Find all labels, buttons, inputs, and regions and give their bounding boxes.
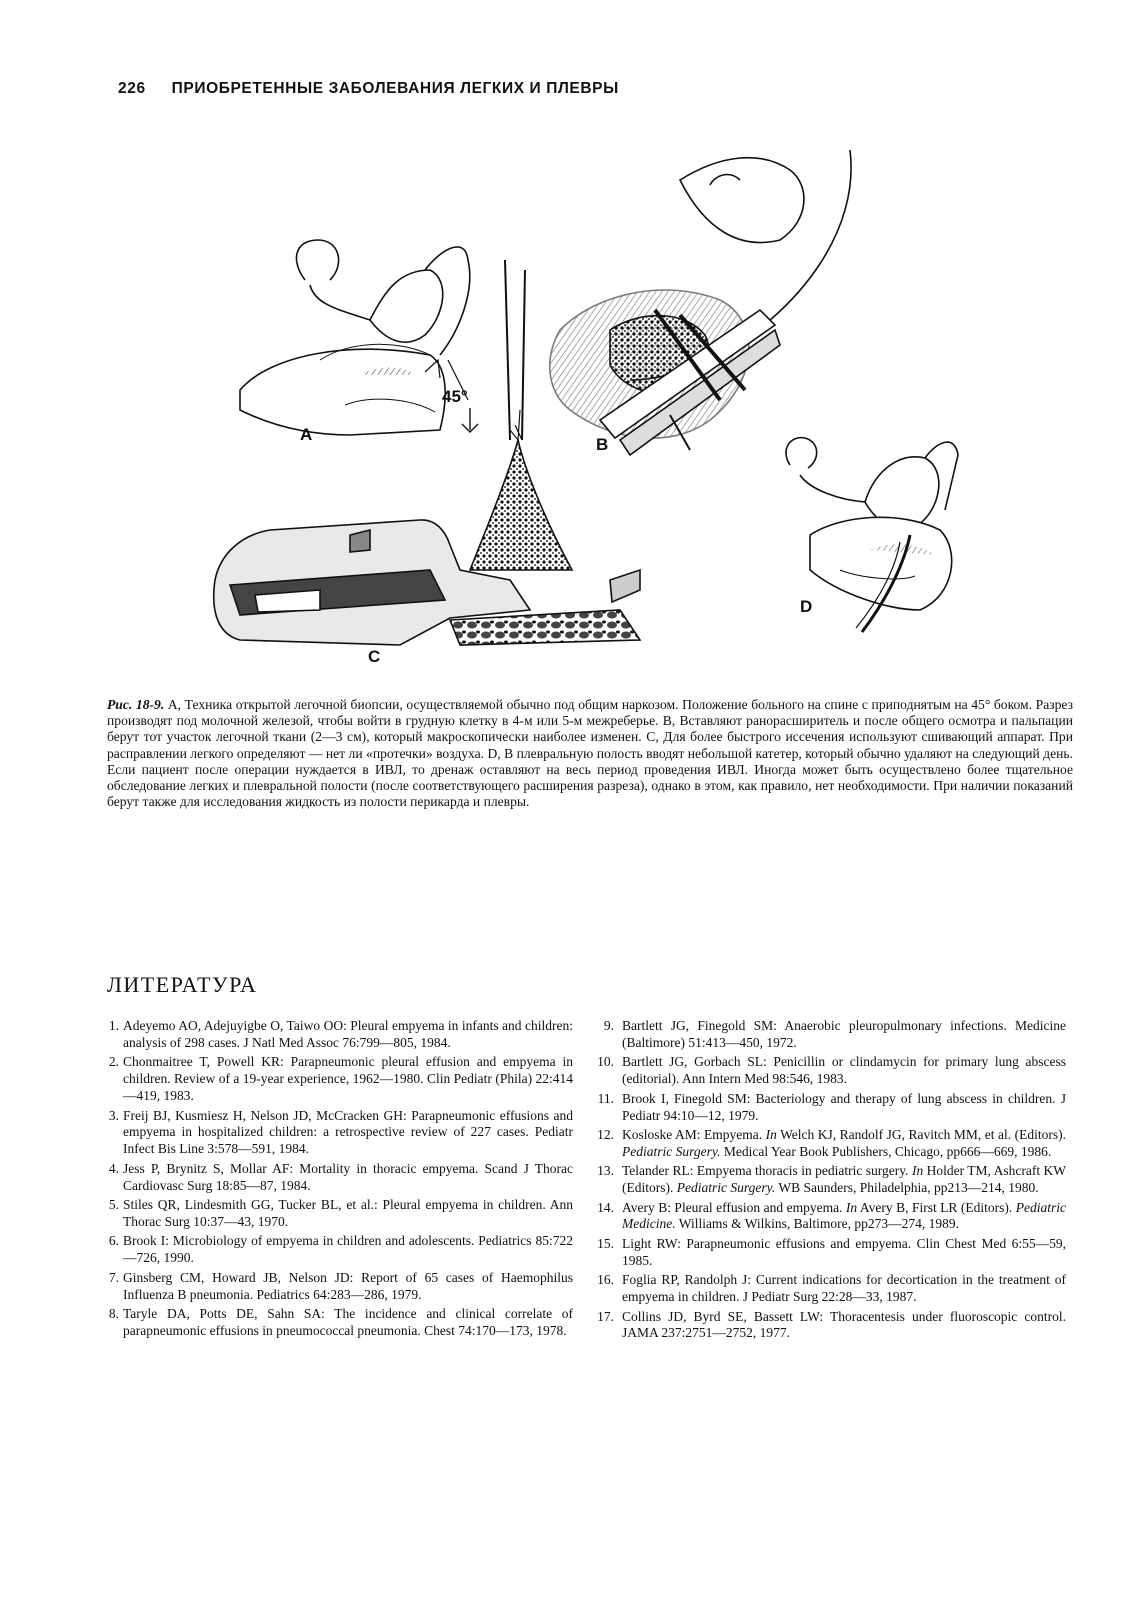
reference-item	[107, 1161, 573, 1195]
reference-text: Collins JD, Byrd SE, Bassett LW: Thoracentesis under fluoroscopic control. JAMA 237:2751—2752, 1977.	[622, 1308, 1066, 1341]
angle-label: 45°	[442, 387, 468, 406]
reference-book-title: Pediatric Surgery.	[676, 1180, 776, 1196]
reference-number: 11.	[597, 1090, 614, 1106]
reference-item	[590, 1163, 1066, 1197]
panel-b-illustration	[550, 150, 851, 455]
reference-number: 9.	[603, 1018, 614, 1033]
reference-text: Freij BJ, Kusmiesz H, Nelson JD, McCracken GH: Parapneumonic effusions and empyema in hospitalized children: a retrospective review of 227 cases. Pediatr Infect Bis Line 3:578—591, 1984.	[123, 1107, 573, 1157]
reference-text: Adeyemo AO, Adejuyigbe O, Taiwo OO: Pleural empyema in infants and children: analysis of 298 cases. J Natl Med Assoc 76:799—805, 1984.	[123, 1018, 573, 1050]
reference-item	[107, 1306, 573, 1340]
running-header	[118, 80, 619, 98]
reference-number: 5.	[108, 1197, 119, 1213]
reference-item	[590, 1054, 1066, 1088]
figure-18-9	[200, 140, 1080, 680]
reference-number: 4.	[108, 1160, 119, 1176]
reference-item	[107, 1233, 573, 1267]
reference-item	[107, 1018, 573, 1052]
reference-publisher: WB Saunders, Philadelphia, pp213—214, 1980.	[775, 1180, 1039, 1196]
reference-editors: Welch KJ, Randolf JG, Ravitch MM, et al. (Editors).	[776, 1126, 1066, 1142]
reference-item	[107, 1054, 573, 1105]
reference-text: Kosloske AM: Empyema.	[622, 1126, 766, 1142]
reference-editors: Avery B, First LR (Editors).	[857, 1199, 1016, 1215]
panel-label-c: C	[368, 647, 381, 666]
reference-in: In	[765, 1126, 777, 1142]
caption-text: А, Техника открытой легочной биопсии, осуществляемой обычно под общим наркозом. Положение больного на спине с приподнятым на 45° боком. Разрез производят под молочной железой, чтобы войти в грудную клетку в 4-м или 5-м межреберье. В, Вставляют ранорасширитель и после общего осмотра и пальпации берут тот участок легочной ткани (2—3 см), который макроскопически наиболее изменен. С, Для более быстрого иссечения используют сшивающий аппарат. При расправлении легкого определяют — нет ли «протечки» воздуха. D, В плевральную полость вводят небольшой катетер, который обычно удаляют на следующий день. Если пациент после операции нуждается в ИВЛ, то дренаж оставляют на весь период проведения ИВЛ. Иногда может быть осуществлено более тщательное обследование легких и плевральной полости (после соответствующего расширения разреза), однако в этом, как правило, нет необходимости. При наличии показаний берут также для исследования жидкость из полости перикарда и плевры.	[107, 697, 1073, 810]
reference-text: Brook I: Microbiology of empyema in children and adolescents. Pediatrics 85:722—726, 1990.	[123, 1233, 573, 1266]
reference-item	[107, 1197, 573, 1231]
references-heading: ЛИТЕРАТУРА	[107, 972, 258, 997]
reference-in: In	[911, 1163, 924, 1179]
reference-text: Taryle DA, Potts DE, Sahn SA: The incidence and clinical correlate of parapneumonic effusions in pneumococcal pneumonia. Chest 74:170—173, 1978.	[123, 1306, 573, 1338]
reference-item	[107, 1108, 573, 1159]
reference-text: Avery B: Pleural effusion and empyema.	[622, 1199, 846, 1215]
reference-number: 7.	[108, 1269, 119, 1285]
reference-item	[590, 1236, 1066, 1270]
reference-item	[590, 1127, 1066, 1161]
reference-text: Jess P, Brynitz S, Mollar AF: Mortality in thoracic empyema. Scand J Thorac Cardiovasc Surg 18:85—87, 1984.	[123, 1160, 573, 1193]
figure-caption	[107, 697, 1073, 810]
reference-text: Chonmaitree T, Powell KR: Parapneumonic pleural effusion and empyema in children. Review of a 19-year experience, 1962—1980. Clin Pediatr (Phila) 22:414—419, 1983.	[123, 1054, 573, 1104]
reference-book-title: Pediatric Surgery.	[622, 1143, 721, 1159]
reference-item	[590, 1018, 1066, 1052]
reference-number: 10.	[597, 1054, 614, 1070]
reference-book-title: Pediatric Medicine.	[622, 1199, 1066, 1232]
reference-item	[590, 1272, 1066, 1306]
reference-text: Brook I, Finegold SM: Bacteriology and therapy of lung abscess in children. J Pediatr 94:10—12, 1979.	[622, 1090, 1066, 1123]
reference-item	[590, 1091, 1066, 1125]
reference-number: 12.	[597, 1126, 614, 1142]
reference-number: 2.	[108, 1054, 119, 1070]
reference-text: Bartlett JG, Finegold SM: Anaerobic pleuropulmonary infections. Medicine (Baltimore) 51:413—450, 1972.	[622, 1018, 1066, 1050]
page-number: 226	[118, 80, 146, 97]
panel-label-b: B	[596, 435, 609, 454]
reference-editors: Holder TM, Ashcraft KW (Editors).	[622, 1163, 1067, 1196]
reference-text: Foglia RP, Randolph J: Current indications for decortication in the treatment of empyema in children. J Pediatr Surg 22:28—33, 1987.	[622, 1272, 1066, 1305]
reference-item	[590, 1309, 1066, 1343]
reference-number: 13.	[597, 1163, 614, 1179]
references-column-left	[107, 1018, 573, 1342]
chapter-title: ПРИОБРЕТЕННЫЕ ЗАБОЛЕВАНИЯ ЛЕГКИХ И ПЛЕВРЫ	[171, 80, 619, 97]
references-column-right	[590, 1018, 1066, 1345]
reference-number: 17.	[597, 1308, 614, 1324]
reference-item	[107, 1270, 573, 1304]
reference-number: 15.	[597, 1235, 614, 1251]
reference-number: 6.	[108, 1233, 119, 1249]
reference-number: 16.	[597, 1272, 614, 1288]
reference-number: 1.	[108, 1018, 119, 1033]
panel-label-a: A	[300, 425, 313, 444]
reference-text: Ginsberg CM, Howard JB, Nelson JD: Report of 65 cases of Haemophilus Influenza B pneumonia. Pediatrics 64:283—286, 1979.	[123, 1269, 573, 1302]
surgical-illustration	[200, 140, 1080, 680]
reference-publisher: Medical Year Book Publishers, Chicago, pp666—669, 1986.	[720, 1143, 1052, 1159]
reference-text: Telander RL: Empyema thoracis in pediatric surgery.	[622, 1163, 912, 1179]
caption-label: Рис. 18-9.	[107, 697, 165, 712]
reference-in: In	[845, 1199, 858, 1215]
reference-text: Light RW: Parapneumonic effusions and empyema. Clin Chest Med 6:55—59, 1985.	[622, 1235, 1066, 1268]
reference-number: 3.	[108, 1107, 119, 1123]
reference-number: 8.	[108, 1306, 119, 1321]
reference-item	[590, 1200, 1066, 1234]
reference-text: Stiles QR, Lindesmith GG, Tucker BL, et al.: Pleural empyema in children. Ann Thorac Surg 10:37—43, 1970.	[123, 1197, 573, 1229]
panel-label-d: D	[800, 597, 813, 616]
reference-number: 14.	[597, 1199, 614, 1215]
reference-publisher: Williams & Wilkins, Baltimore, pp273—274, 1989.	[675, 1216, 960, 1232]
reference-text: Bartlett JG, Gorbach SL: Penicillin or clindamycin for primary lung abscess (editorial). Ann Intern Med 98:546, 1983.	[622, 1054, 1066, 1087]
